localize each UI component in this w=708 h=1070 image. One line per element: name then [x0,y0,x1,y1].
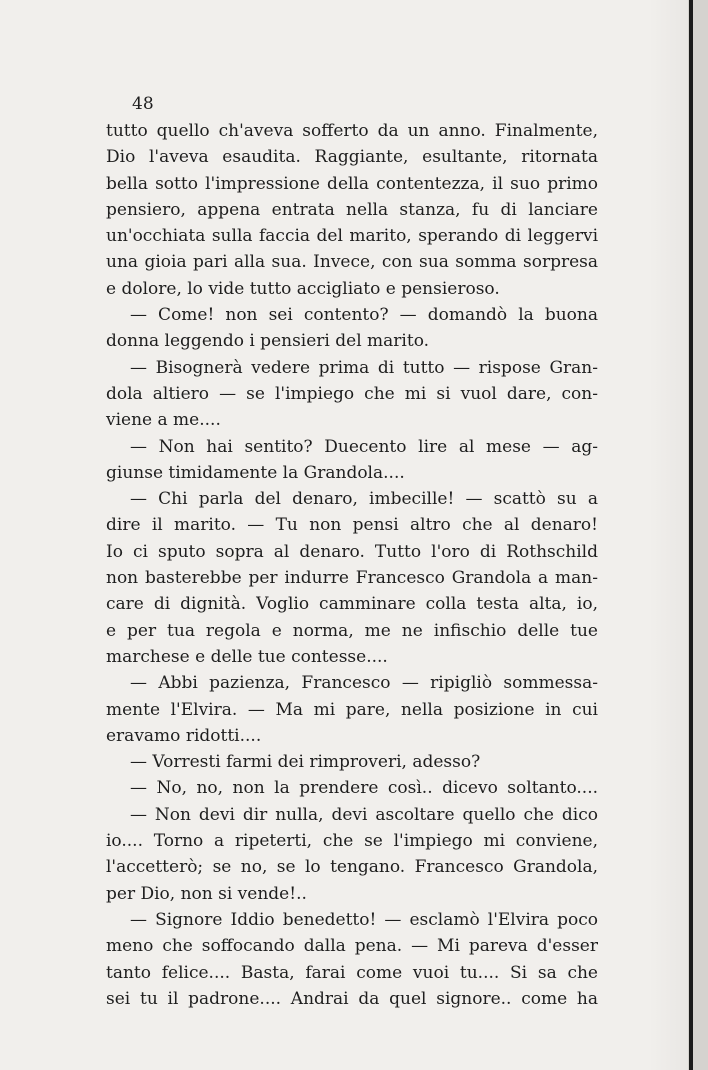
text-line: meno che soffocando dalla pena. — Mi pareva d'esser [106,936,598,957]
text-line: e per tua regola e norma, me ne infischio delle tue [106,620,598,641]
text-line: — Signore Iddio benedetto! — esclamò l'Elvira poco [130,909,598,930]
text-line: dire il marito. — Tu non pensi altro che al denaro! [106,515,598,536]
text-line: — Non hai sentito? Duecento lire al mese — ag- [130,436,598,457]
text-line: mente l'Elvira. — Ma mi pare, nella posizione in cui [106,699,598,720]
text-line: per Dio, non si vende!.. [106,883,307,904]
text-line: Io ci sputo sopra al denaro. Tutto l'oro di Rothschild [106,541,598,562]
text-line: care di dignità. Voglio camminare colla testa alta, io, [106,594,598,615]
text-line: dola altiero — se l'impiego che mi si vuol dare, con- [106,383,598,404]
text-line: bella sotto l'impressione della contentezza, il suo primo [106,173,598,194]
text-line: — Non devi dir nulla, devi ascoltare quello che dico [130,804,598,825]
text-line: — Chi parla del denaro, imbecille! — scattò su a [130,489,598,510]
text-line: Dio l'aveva esaudita. Raggiante, esultante, ritornata [106,147,598,168]
text-line: io.... Torno a ripeterti, che se l'impiego mi conviene, [106,831,598,852]
text-line: sei tu il padrone.... Andrai da quel signore.. come ha [106,988,598,1009]
text-line: e dolore, lo vide tutto accigliato e pensieroso. [106,278,500,299]
text-line: eravamo ridotti.... [106,725,262,746]
text-line: una gioia pari alla sua. Invece, con sua somma sorpresa [106,252,598,273]
text-line: non basterebbe per indurre Francesco Grandola a man- [106,568,598,589]
page-number: 48 [132,94,154,114]
text-line: tanto felice.... Basta, farai come vuoi tu.... Si sa che [106,962,598,983]
text-line: — No, no, non la prendere così.. dicevo soltanto.... [130,778,598,799]
text-line: marchese e delle tue contesse.... [106,646,388,667]
text-line: — Come! non sei contento? — domandò la buona [130,305,598,326]
text-line: tutto quello ch'aveva sofferto da un anno. Finalmente, [106,121,598,141]
text-line: giunse timidamente la Grandola.... [106,462,405,483]
body-text [106,118,598,1012]
text-line: — Bisognerà vedere prima di tutto — rispose Gran- [130,357,598,378]
text-line: l'accetterò; se no, se lo tengano. Francesco Grandola, [106,857,598,878]
page-edge-line [689,0,693,1070]
text-line: — Abbi pazienza, Francesco — ripigliò sommessa- [130,673,598,694]
text-line: — Vorresti farmi dei rimproveri, adesso? [130,752,481,773]
text-line: donna leggendo i pensieri del marito. [106,331,430,352]
text-line: pensiero, appena entrata nella stanza, fu di lanciare [106,199,598,220]
text-line: viene a me.... [106,410,221,431]
text-line: un'occhiata sulla faccia del marito, sperando di leggervi [106,226,598,247]
